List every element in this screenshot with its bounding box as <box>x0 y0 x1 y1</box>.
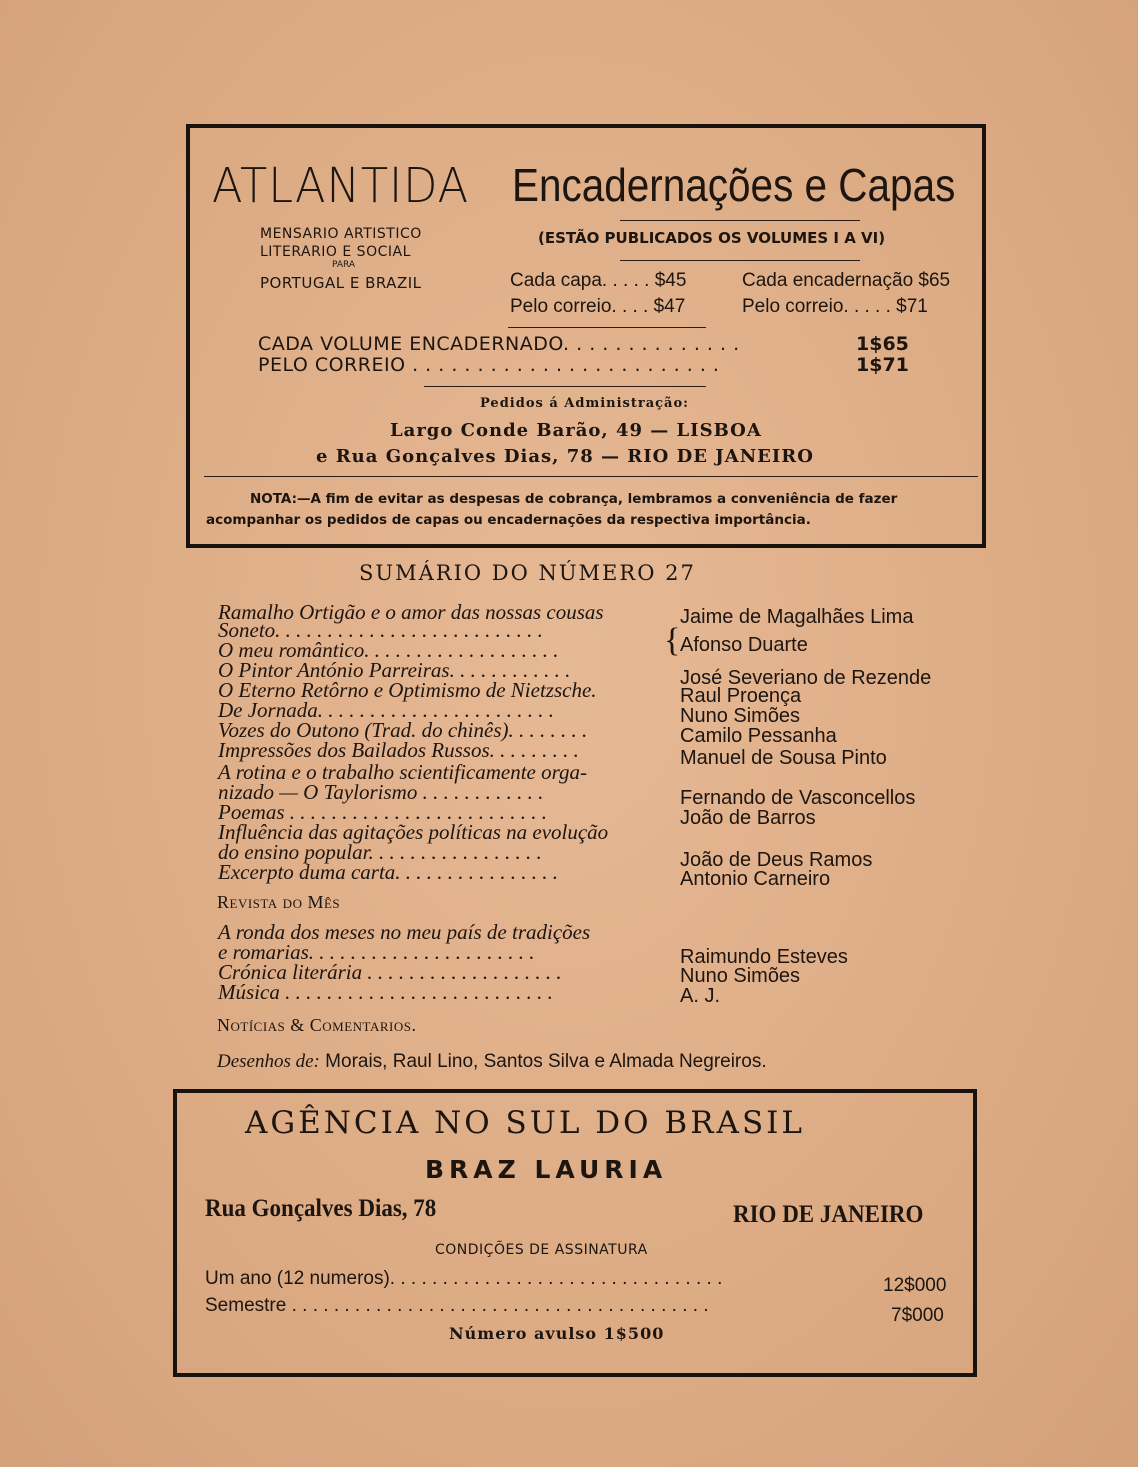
revista-author: Raimundo Esteves <box>680 946 848 968</box>
drawings-artists: Morais, Raul Lino, Santos Silva e Almada Negreiros. <box>325 1051 767 1072</box>
toc-author: José Severiano de Rezende <box>680 667 932 689</box>
single-issue-price: Número avulso 1$500 <box>449 1324 665 1343</box>
revista-item: Crónica literária . . . . . . . . . . . . . . . . . . . <box>218 960 562 984</box>
toc-author: Nuno Simões <box>680 705 801 727</box>
toc-item: Soneto. . . . . . . . . . . . . . . . . . . . . . . . . . <box>218 618 543 642</box>
magazine-subtitle-2: LITERARIO E SOCIAL <box>260 244 411 260</box>
subscription-heading: CONDIÇÕES DE ASSINATURA <box>435 1242 648 1258</box>
agency-name: BRAZ LAURIA <box>425 1155 668 1184</box>
agency-street: Rua Gonçalves Dias, 78 <box>205 1195 437 1222</box>
toc-author: Jaime de Magalhães Lima <box>680 606 914 628</box>
bound-rule <box>424 386 706 387</box>
agency-city: RIO DE JANEIRO <box>733 1201 924 1228</box>
toc-item: Influência das agitações políticas na evolução <box>218 820 609 844</box>
toc-author: João de Deus Ramos <box>680 849 873 871</box>
subscription-year-value: 12$000 <box>883 1275 947 1296</box>
toc-author: Fernando de Vasconcellos <box>680 787 916 809</box>
magazine-subtitle-4: PORTUGAL E BRAZIL <box>260 274 422 292</box>
revista-heading: Revista do Mês <box>217 892 341 912</box>
agency-title: AGÊNCIA NO SUL DO BRASIL <box>245 1105 806 1141</box>
bound-volume-label: CADA VOLUME ENCADERNADO. . . . . . . . . . . . . . <box>258 333 740 355</box>
price-binding-mail: Pelo correio. . . . . $71 <box>742 296 928 317</box>
toc-item: Vozes do Outono (Trad. do chinês). . . . . . . . <box>218 718 588 742</box>
noticias-heading: Notícias & Comentarios. <box>217 1015 417 1035</box>
toc-item: A rotina e o trabalho scientificamente orga- <box>218 760 588 784</box>
toc-item: Poemas . . . . . . . . . . . . . . . . . . . . . . . . . <box>218 800 547 824</box>
bound-mail-label: PELO CORREIO . . . . . . . . . . . . . . . . . . . . . . . . <box>258 354 720 376</box>
toc-author: Raul Proença <box>680 685 802 707</box>
bound-volume-value: 1$65 <box>856 333 909 355</box>
toc-item: O meu romântico. . . . . . . . . . . . . . . . . . . <box>218 638 559 662</box>
nota-line-1: NOTA:—A fim de evitar as despesas de cobrança, lembramos a conveniência de fazer <box>250 491 898 507</box>
bound-mail-value: 1$71 <box>856 354 909 376</box>
orders-address-rio: e Rua Gonçalves Dias, 78 — RIO DE JANEIRO <box>316 446 814 467</box>
title-rule <box>620 220 860 221</box>
agency-box <box>173 1089 977 1377</box>
drawings-label: Desenhos de: <box>217 1051 320 1072</box>
drawings-credit <box>217 1051 767 1073</box>
toc-author: João de Barros <box>680 807 816 829</box>
volumes-rule <box>620 260 860 261</box>
binding-advert-box <box>186 124 986 548</box>
revista-item: Música . . . . . . . . . . . . . . . . . . . . . . . . . . <box>218 980 553 1004</box>
toc-author: Afonso Duarte <box>680 634 808 656</box>
toc-item: O Pintor António Parreiras. . . . . . . . . . . . <box>218 658 571 682</box>
magazine-subtitle-3: PARA <box>332 260 356 270</box>
toc-author: Manuel de Sousa Pinto <box>680 747 887 769</box>
price-cover: Cada capa. . . . . $45 <box>510 270 687 291</box>
toc-item: De Jornada. . . . . . . . . . . . . . . . . . . . . . . <box>218 698 554 722</box>
toc-item: Impressões dos Bailados Russos. . . . . . . . . <box>218 738 579 762</box>
volumes-note: (ESTÃO PUBLICADOS OS VOLUMES I A VI) <box>538 229 886 247</box>
price-binding: Cada encadernação $65 <box>742 270 951 291</box>
summary-title: SUMÁRIO DO NÚMERO 27 <box>359 561 696 585</box>
toc-item: Ramalho Ortigão e o amor das nossas cousas <box>218 600 604 624</box>
revista-author: Nuno Simões <box>680 965 801 987</box>
toc-author: Camilo Pessanha <box>680 725 837 747</box>
nota-line-2: acompanhar os pedidos de capas ou encadernações da respectiva importância. <box>206 512 811 528</box>
revista-item: A ronda dos meses no meu país de tradições <box>218 920 591 944</box>
toc-item: nizado — O Taylorismo . . . . . . . . . . . . <box>218 780 544 804</box>
revista-item: e romarias. . . . . . . . . . . . . . . . . . . . . . <box>218 940 535 964</box>
nota-rule <box>204 476 978 477</box>
toc-item: O Eterno Retôrno e Optimismo de Nietzsche. <box>218 678 597 702</box>
revista-author: A. J. <box>680 985 721 1007</box>
orders-label: Pedidos á Administração: <box>480 396 689 411</box>
price-cover-mail: Pelo correio. . . . $47 <box>510 296 686 317</box>
toc-item: Excerpto duma carta. . . . . . . . . . . . . . . . <box>218 860 559 884</box>
subscription-semester-value: 7$000 <box>891 1305 944 1326</box>
magazine-subtitle-1: MENSARIO ARTISTICO <box>260 226 422 242</box>
subscription-year-label: Um ano (12 numeros). . . . . . . . . . . . . . . . . . . . . . . . . . . . . . . . <box>205 1268 723 1289</box>
toc-author: Antonio Carneiro <box>680 868 831 890</box>
subscription-semester-label: Semestre . . . . . . . . . . . . . . . . . . . . . . . . . . . . . . . . . . . . . . . . <box>205 1295 709 1316</box>
orders-address-lisbon: Largo Conde Barão, 49 — LISBOA <box>390 420 762 441</box>
prices-rule <box>508 327 706 328</box>
magazine-brand: ATLANTIDA <box>212 158 470 214</box>
advert-title: Encadernações e Capas <box>512 159 956 211</box>
toc-item: do ensino popular. . . . . . . . . . . . . . . . . <box>218 840 542 864</box>
brace-mark: { <box>664 622 681 659</box>
